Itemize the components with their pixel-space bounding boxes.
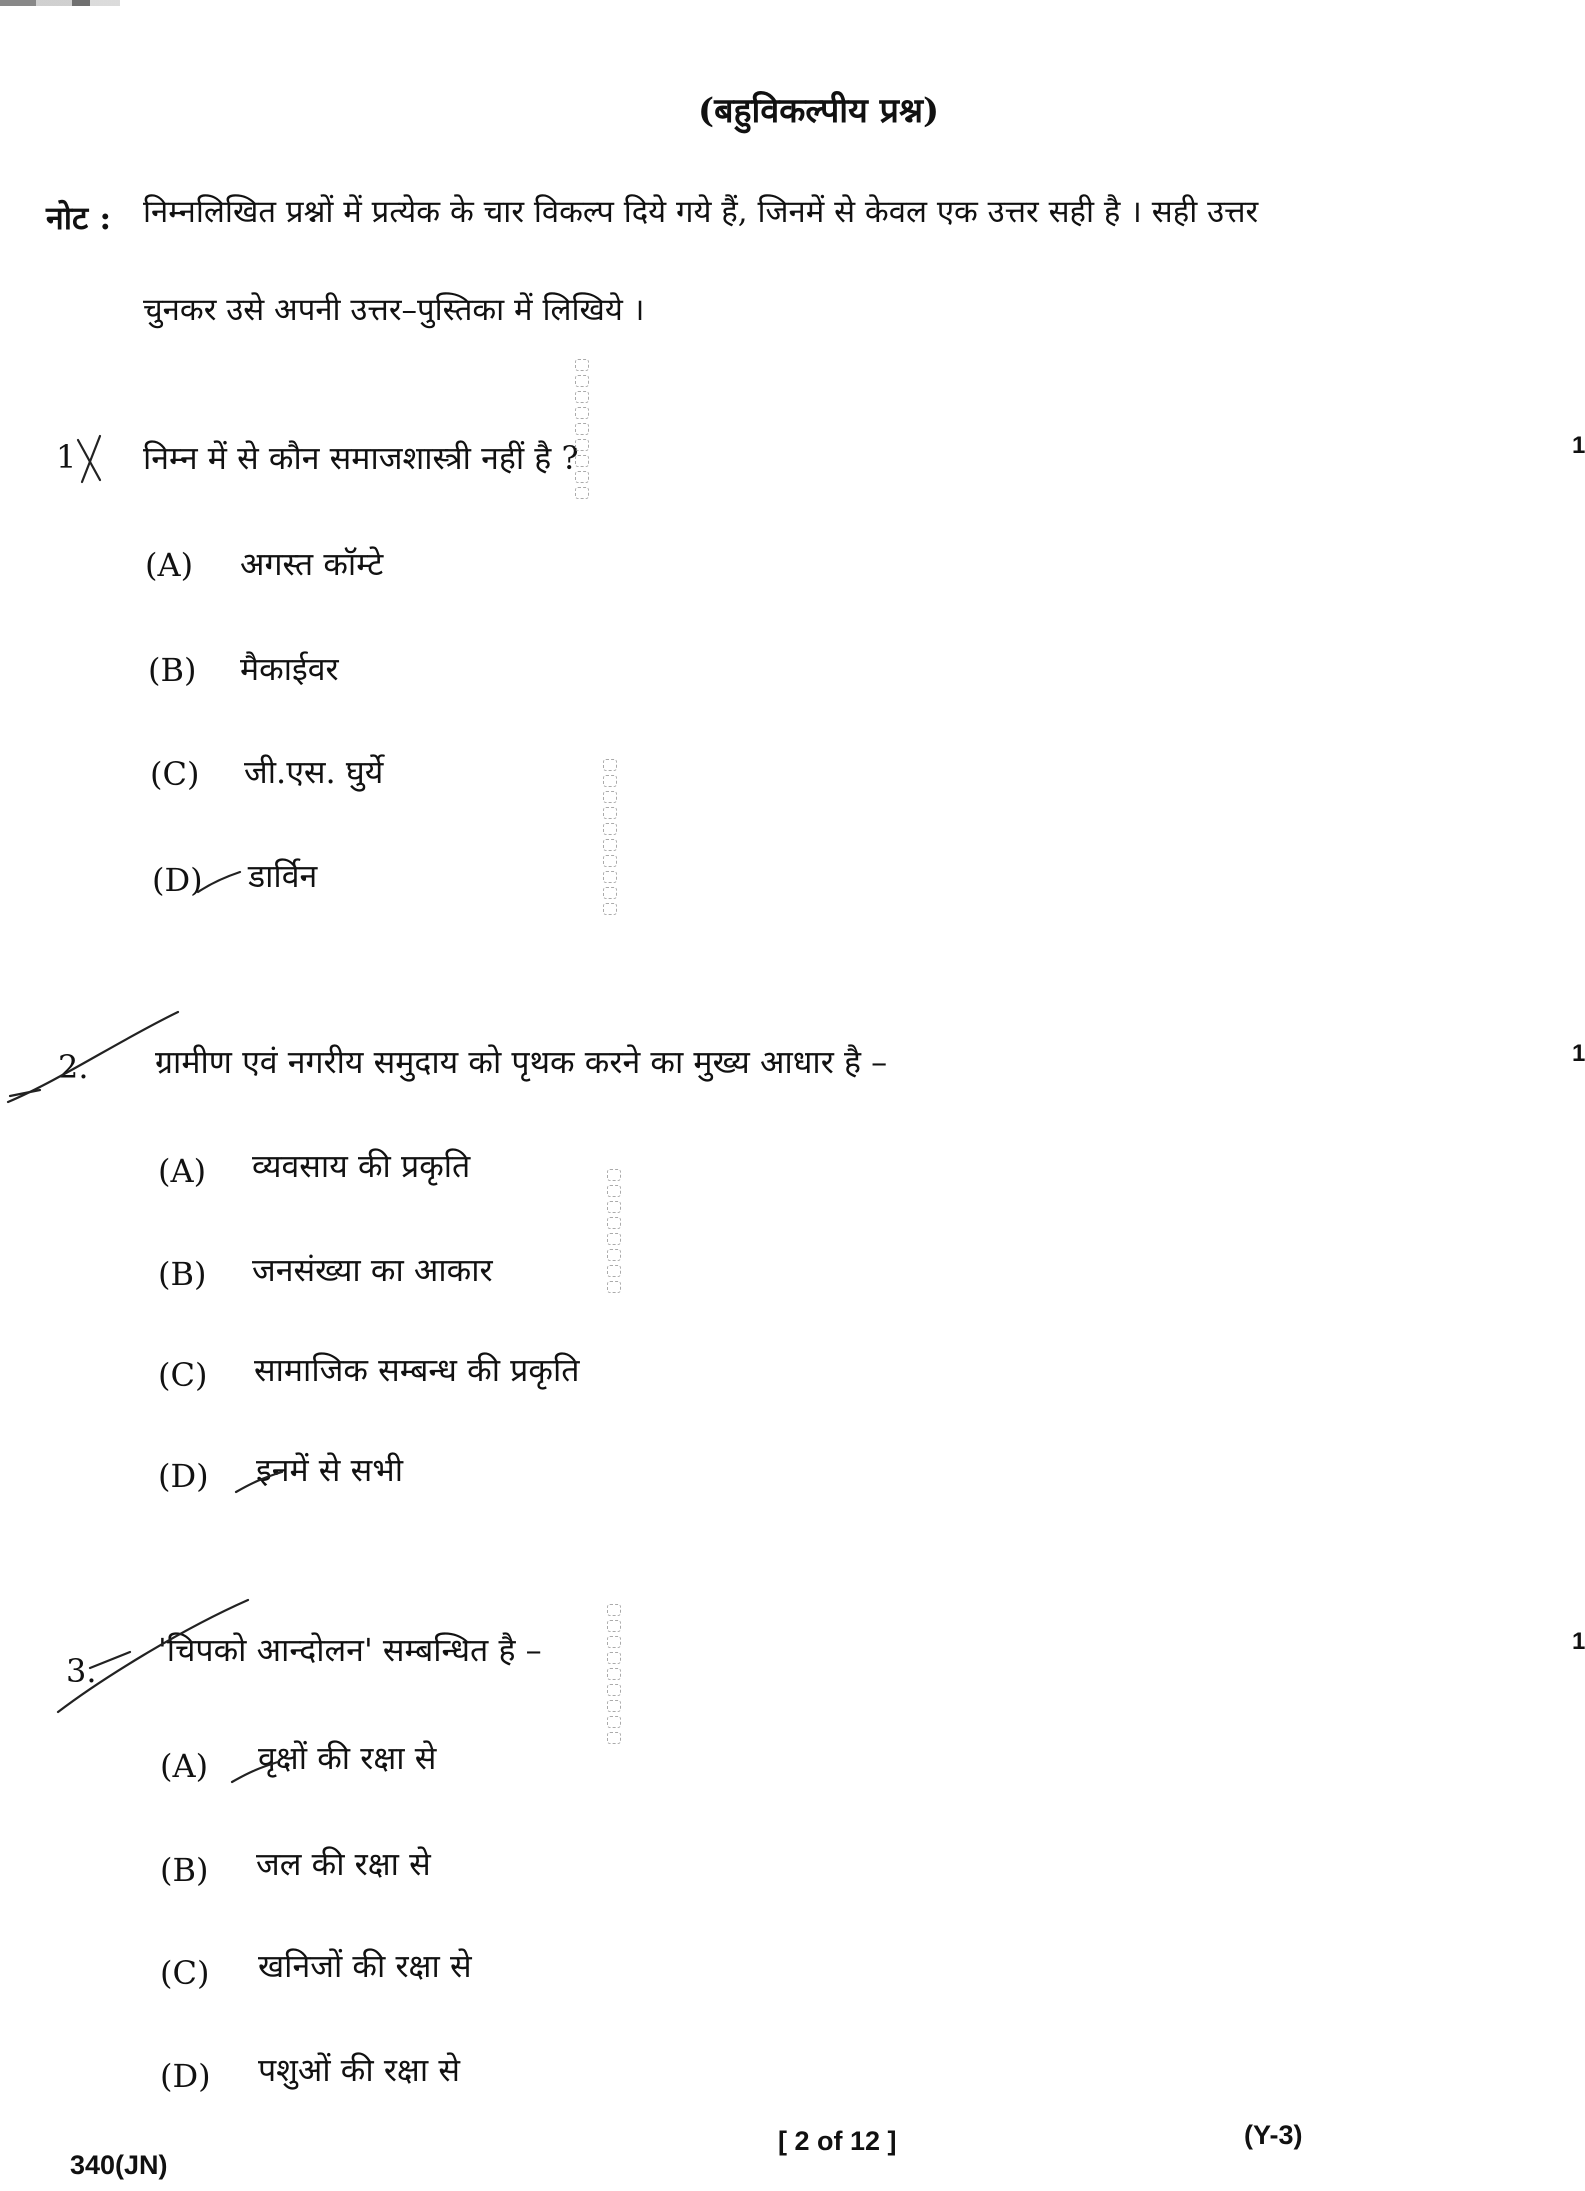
page-indicator: [ 2 of 12 ] xyxy=(778,2126,897,2156)
option-text: सामाजिक सम्बन्ध की प्रकृति xyxy=(254,1351,580,1389)
pen-cross-mark xyxy=(82,436,100,482)
question-text: निम्न में से कौन समाजशास्त्री नहीं है ? xyxy=(143,439,579,477)
pen-slash-mark xyxy=(10,1090,40,1096)
question-number: 1 xyxy=(56,438,77,476)
question-marks: 1 xyxy=(1572,432,1585,459)
question-marks: 1 xyxy=(1572,1628,1585,1655)
set-code: (Y-3) xyxy=(1244,2120,1303,2150)
option-letter: (D) xyxy=(160,2057,211,2095)
scan-bleed-mark xyxy=(600,755,620,919)
option-text: डार्विन xyxy=(248,857,318,895)
option-text: व्यवसाय की प्रकृति xyxy=(252,1147,471,1185)
option-letter: (B) xyxy=(158,1255,207,1293)
question-number: 3. xyxy=(66,1652,97,1690)
option-text: जनसंख्या का आकार xyxy=(252,1251,493,1289)
pen-tick-mark xyxy=(198,872,240,892)
pen-slash-mark xyxy=(8,1012,178,1102)
option-letter: (D) xyxy=(158,1457,209,1495)
question-number: 2. xyxy=(58,1048,89,1086)
option-text: अगस्त कॉम्टे xyxy=(240,545,384,583)
option-letter: (C) xyxy=(158,1356,208,1394)
option-letter: (A) xyxy=(158,1152,207,1190)
option-text: जल की रक्षा से xyxy=(256,1845,431,1883)
scan-smudge xyxy=(0,0,120,6)
scan-bleed-mark xyxy=(572,355,592,503)
option-letter: (D) xyxy=(152,861,203,899)
note-label: नोट : xyxy=(46,199,112,237)
option-letter: (C) xyxy=(150,755,200,793)
option-letter: (B) xyxy=(148,651,197,689)
question-marks: 1 xyxy=(1572,1040,1585,1067)
option-letter: (A) xyxy=(160,1747,209,1785)
option-text: खनिजों की रक्षा से xyxy=(258,1947,472,1985)
note-text-line-1: निम्नलिखित प्रश्नों में प्रत्येक के चार विकल्प दिये गये हैं, जिनमें से केवल एक उत्तर सही है । सही उत्तर xyxy=(143,194,1259,230)
scan-bleed-mark xyxy=(604,1165,624,1297)
paper-code: 340(JN) xyxy=(70,2150,168,2180)
option-text: वृक्षों की रक्षा से xyxy=(258,1739,437,1777)
question-text: 'चिपको आन्दोलन' सम्बन्धित है – xyxy=(158,1631,542,1669)
section-title: (बहुविकल्पीय प्रश्न) xyxy=(698,91,940,131)
option-text: पशुओं की रक्षा से xyxy=(258,2051,460,2089)
option-letter: (B) xyxy=(160,1851,209,1889)
scan-bleed-mark xyxy=(604,1600,624,1748)
option-text: मैकाईवर xyxy=(240,650,339,688)
option-text: इनमें से सभी xyxy=(256,1451,404,1489)
option-letter: (C) xyxy=(160,1954,210,1992)
pen-cross-mark xyxy=(78,440,100,480)
option-letter: (A) xyxy=(145,546,194,584)
question-text: ग्रामीण एवं नगरीय समुदाय को पृथक करने का मुख्य आधार है – xyxy=(155,1043,888,1081)
option-text: जी.एस. घुर्ये xyxy=(244,753,384,791)
note-text-line-2: चुनकर उसे अपनी उत्तर–पुस्तिका में लिखिये । xyxy=(143,292,645,328)
